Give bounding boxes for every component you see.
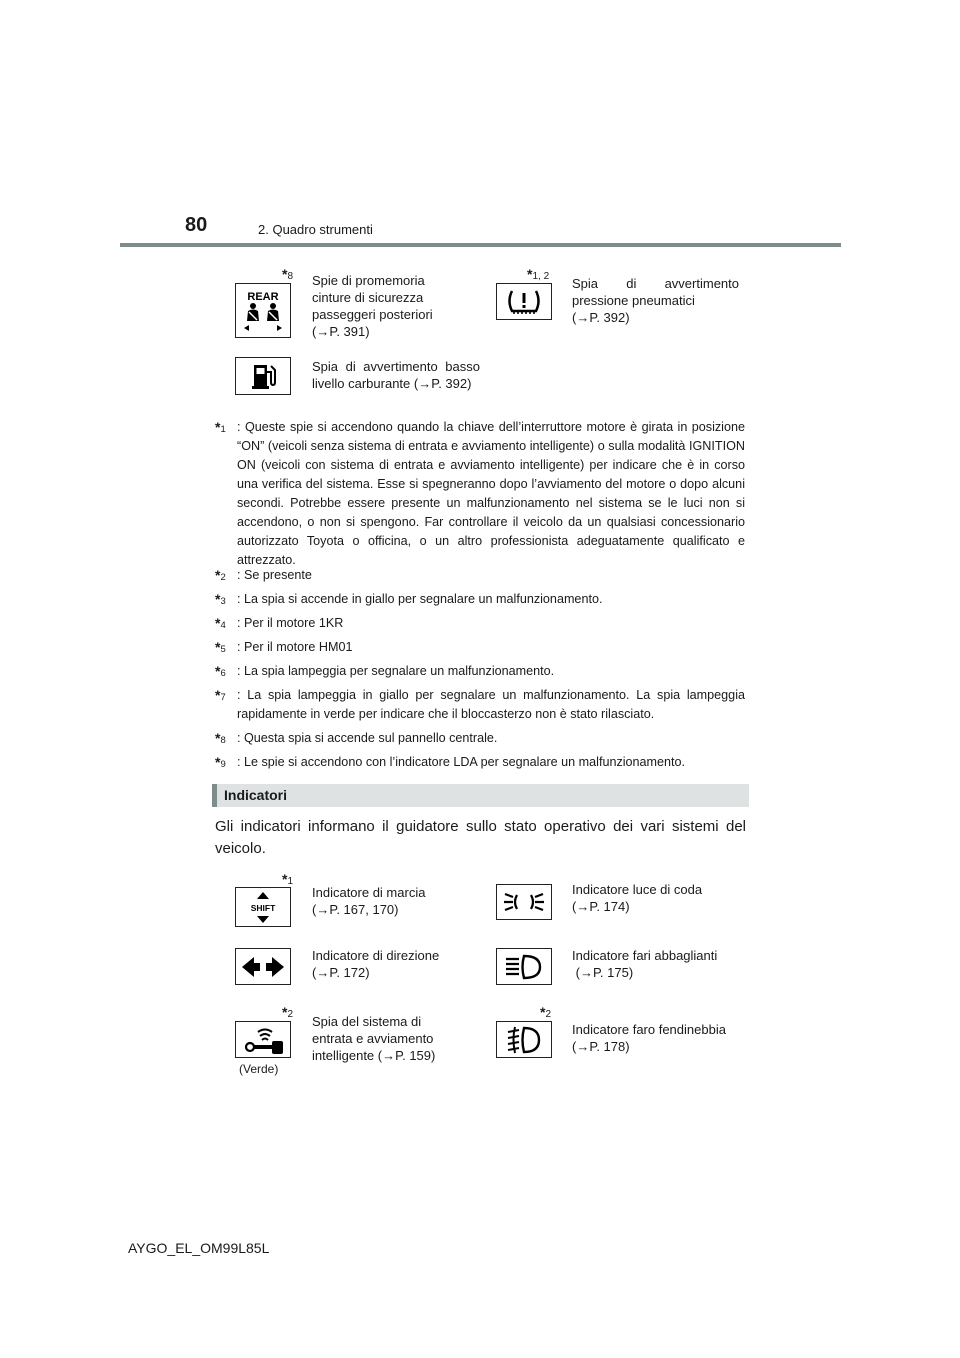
smart-key-indicator-icon: [235, 1021, 291, 1058]
footnote: *8 : Questa spia si accende sul pannello centrale.: [215, 730, 498, 746]
section-intro: Gli indicatori informano il guidatore sullo stato operativo dei vari sistemi del veicolo.: [215, 818, 746, 857]
footnote: *4 : Per il motore 1KR: [215, 615, 344, 631]
turn-signal-indicator-icon: [235, 948, 291, 985]
footnote-marker: *1: [282, 871, 294, 887]
section-title: 2. Quadro strumenti: [258, 222, 373, 237]
section-heading-accent: [212, 784, 217, 807]
warning-light-description: Spia di avvertimento basso livello carburante (→P. 392): [312, 359, 480, 391]
footnote: *2 : Se presente: [215, 567, 312, 583]
document-code: AYGO_EL_OM99L85L: [128, 1240, 270, 1256]
indicator-description: Indicatore di direzione (→P. 172): [312, 948, 440, 980]
warning-light-description: Spia di avvertimento pressione pneumatici (→P. 392): [572, 276, 739, 325]
section-heading: [212, 784, 749, 807]
footnote: *1 : Queste spie si accendono quando la chiave dell’interruttore motore è girata in posizione “ON” (veicoli senza sistema di entrata e avviamento intelligente) o sulla modalità IGNITION ON (veicoli con sistema di entrata e avviamento intelligente) per indicare che è in corso una verifica del sistema. Esse si spegneranno dopo l’avviamento del motore o dopo alcuni secondi. Potrebbe essere presente un malfunzionamento nel sistema se le luci non si accendono, o non si spengono. Far controllare il veicolo da un qualsiasi concessionario autorizzato Toyota o officina, o un altro professionista adeguatamente qualificato e attrezzato.: [215, 419, 745, 567]
indicator-description: Indicatore luce di coda (→P. 174): [572, 882, 703, 914]
footnote-marker: *2: [540, 1004, 552, 1020]
footnote: *6 : La spia lampeggia per segnalare un malfunzionamento.: [215, 663, 555, 679]
indicator-description: Indicatore faro fendinebbia (→P. 178): [572, 1022, 726, 1054]
footnote-marker: *2: [282, 1004, 294, 1020]
footnote: *7 : La spia lampeggia in giallo per segnalare un malfunzionamento. La spia lampeggia rapidamente in verde per indicare che il bloccasterzo non è stato rilasciato.: [215, 687, 745, 721]
warning-light-description: Spie di promemoria cinture di sicurezza passeggeri posteriori (→P. 391): [312, 273, 433, 339]
footnote-marker: *8: [282, 266, 294, 282]
header-divider: [120, 243, 841, 247]
svg-text:REAR: REAR: [247, 290, 279, 303]
footnote: *9 : Le spie si accendono con l’indicatore LDA per segnalare un malfunzionamento.: [215, 754, 686, 770]
indicator-description: Indicatore fari abbaglianti (→P. 175): [572, 948, 718, 980]
tail-light-indicator-icon: [496, 884, 552, 920]
footnote-marker: *1, 2: [527, 266, 550, 282]
verde-label: (Verde): [239, 1062, 279, 1076]
shift-indicator-icon: [235, 887, 291, 927]
page-number: 80: [185, 214, 208, 236]
section-heading-label: Indicatori: [224, 787, 288, 803]
tire-pressure-warning-icon: [496, 283, 552, 320]
fog-light-indicator-icon: [496, 1021, 552, 1058]
footnote: *3 : La spia si accende in giallo per segnalare un malfunzionamento.: [215, 591, 603, 607]
indicator-description: Indicatore di marcia (→P. 167, 170): [312, 885, 426, 917]
svg-text:SHIFT: SHIFT: [250, 903, 276, 913]
low-fuel-warning-icon: [235, 357, 291, 395]
high-beam-indicator-icon: [496, 948, 552, 985]
indicator-description: Spia del sistema di entrata e avviamento intelligente (→P. 159): [312, 1014, 436, 1063]
rear-seatbelt-reminder-icon: [235, 283, 291, 338]
footnote: *5 : Per il motore HM01: [215, 639, 353, 655]
